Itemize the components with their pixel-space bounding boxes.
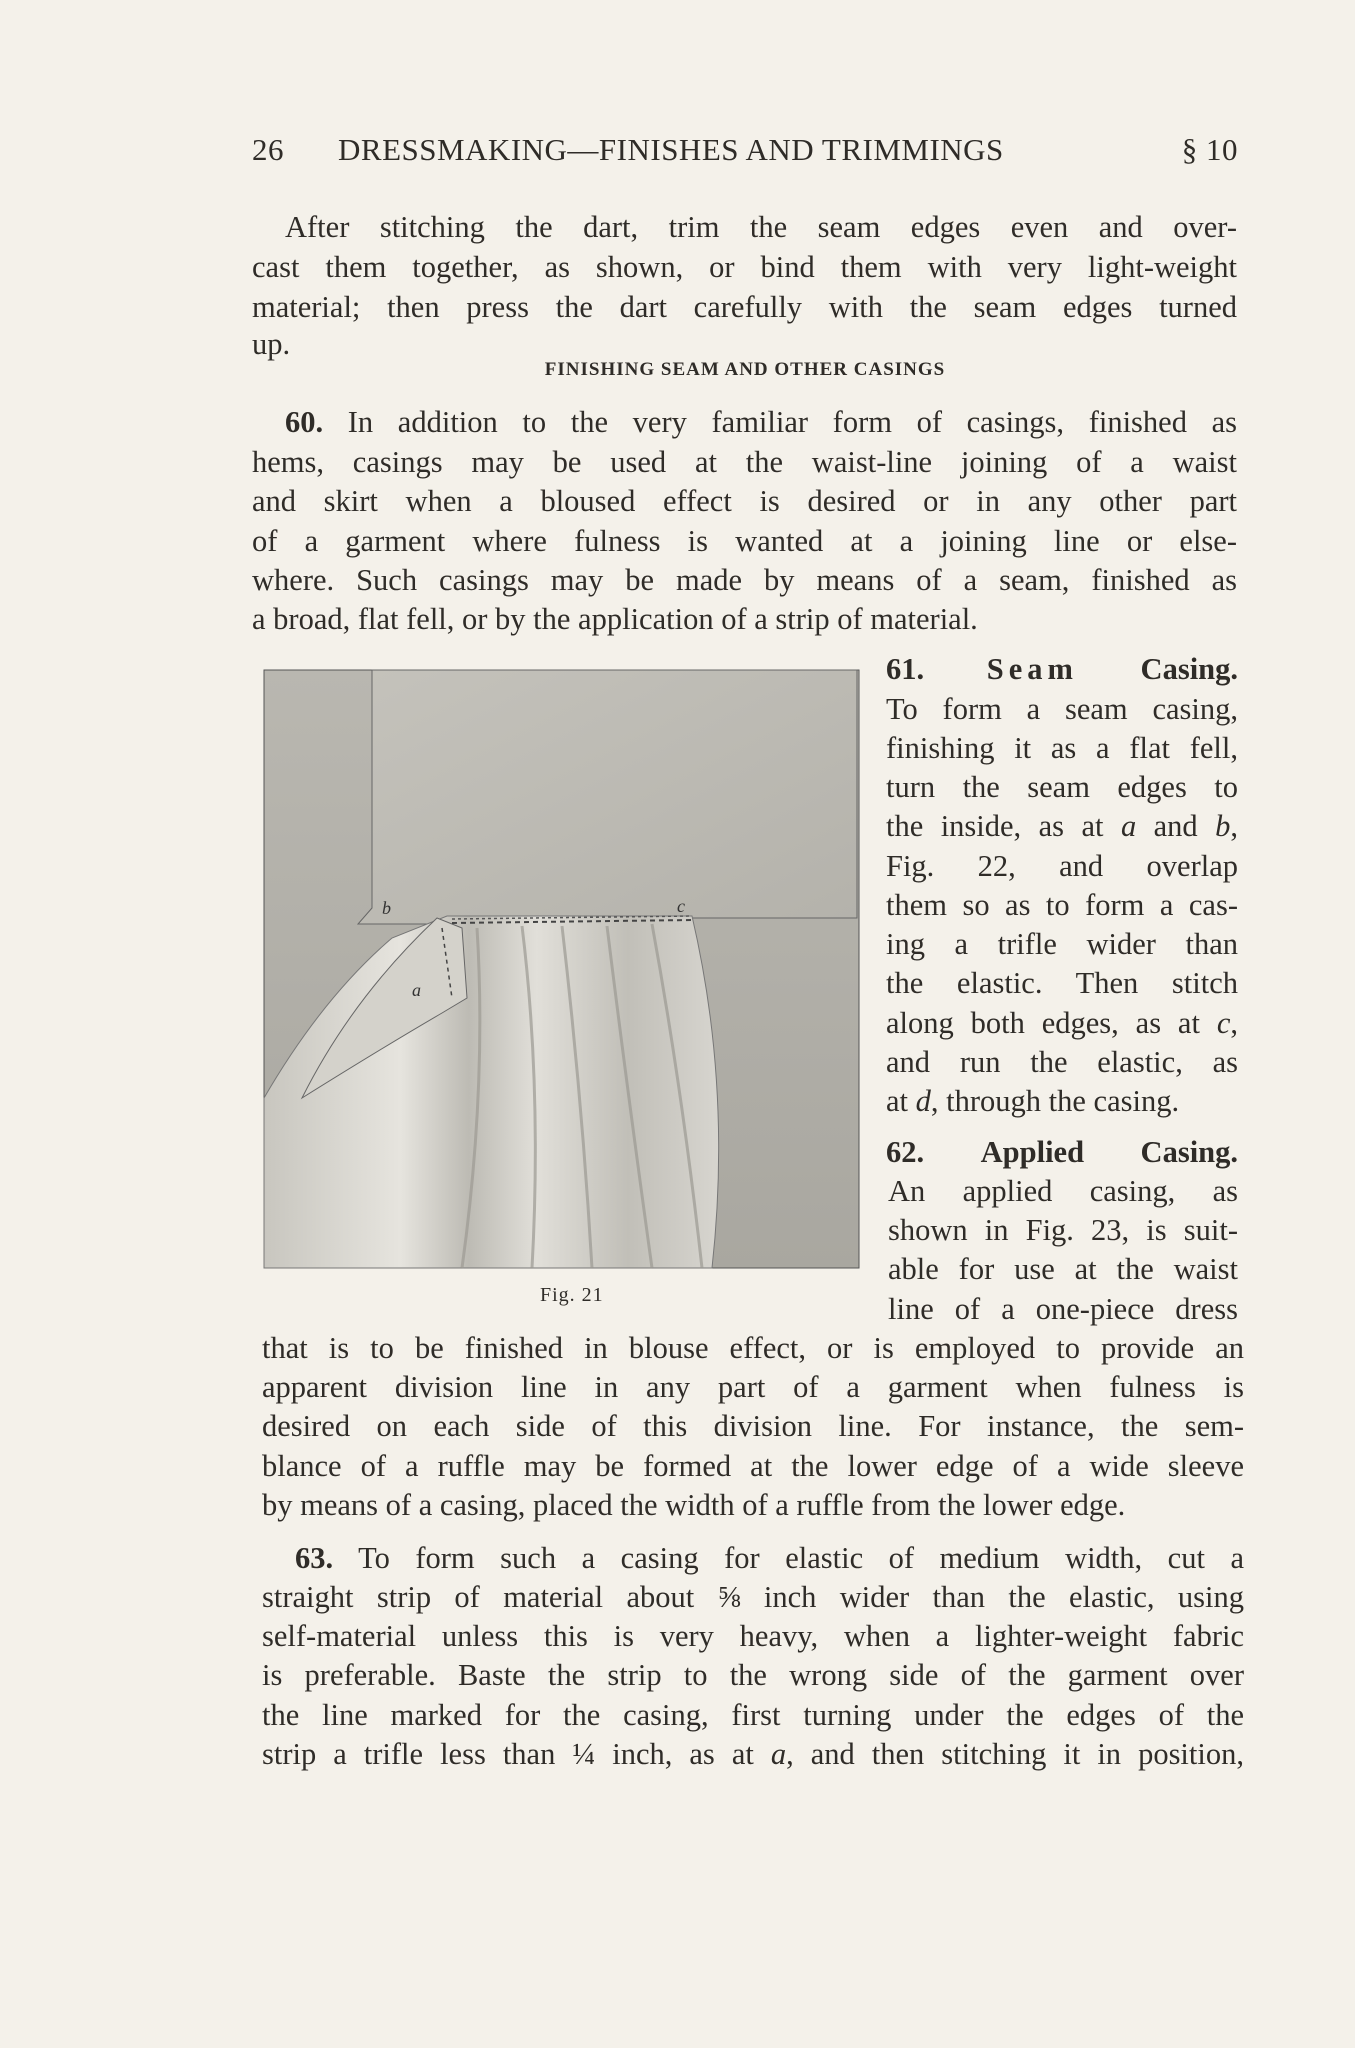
para62-number: 62. — [886, 1135, 925, 1169]
para62-line-2: An applied casing, as — [888, 1174, 1238, 1208]
figure-caption: Fig. 21 — [540, 1284, 604, 1306]
para61-line-3: finishing it as a flat fell, — [886, 731, 1238, 765]
para63-line-1: 63. To form such a casing for elastic of medium width, cut a — [295, 1541, 1244, 1575]
figure-label-c: c — [677, 896, 685, 916]
para63-line-4: is preferable. Baste the strip to the wrong side of the garment over — [262, 1658, 1244, 1692]
para61-heading-word1: Seam — [986, 652, 1078, 686]
section-heading: FINISHING SEAM AND OTHER CASINGS — [544, 359, 946, 380]
para61-line-5: the inside, as at a and b, — [886, 809, 1238, 843]
intro-line-2: cast them together, as shown, or bind them with very light-weight — [252, 250, 1237, 284]
para62-line-4: able for use at the waist — [888, 1252, 1238, 1286]
para61-line-6: Fig. 22, and overlap — [886, 849, 1238, 883]
para61-line-7: them so as to form a cas- — [886, 888, 1238, 922]
para62-line-3: shown in Fig. 23, is suit- — [888, 1213, 1238, 1247]
figure-21-illustration — [262, 668, 862, 1272]
para61-line-4: turn the seam edges to — [886, 770, 1238, 804]
figure-label-a: a — [412, 980, 421, 1000]
para61-line-8: ing a trifle wider than — [886, 927, 1238, 961]
para60-line-4: of a garment where fulness is wanted at a joining line or else- — [252, 524, 1237, 558]
intro-line-3: material; then press the dart carefully with the seam edges turned — [252, 290, 1237, 324]
para62-line-1 — [886, 1133, 1238, 1173]
para62-line-7: apparent division line in any part of a garment when fulness is — [262, 1370, 1244, 1404]
page-number: 26 — [252, 132, 284, 167]
para60-number: 60. — [285, 405, 324, 439]
running-header — [252, 132, 1238, 176]
para62-line-10: by means of a casing, placed the width of a ruffle from the lower edge. — [262, 1488, 1126, 1522]
para61-line-11: and run the elastic, as — [886, 1045, 1238, 1079]
para61-line-10: along both edges, as at c, — [886, 1006, 1238, 1040]
running-title: DRESSMAKING—FINISHES AND TRIMMINGS — [338, 132, 1004, 167]
para63-line-2: straight strip of material about ⅝ inch wider than the elastic, using — [262, 1580, 1244, 1614]
para62-line-8: desired on each side of this division line. For instance, the sem- — [262, 1409, 1244, 1443]
para61-line-9: the elastic. Then stitch — [886, 966, 1238, 1000]
intro-line-4: up. — [252, 327, 291, 361]
para63-number: 63. — [295, 1541, 334, 1575]
para63-line-6: strip a trifle less than ¼ inch, as at a, and then stitching it in position, — [262, 1737, 1244, 1771]
para60-line-3: and skirt when a bloused effect is desired or in any other part — [252, 484, 1237, 518]
para63-line-5: the line marked for the casing, first turning under the edges of the — [262, 1698, 1244, 1732]
intro-line-1: After stitching the dart, trim the seam edges even and over- — [285, 210, 1237, 244]
para60-line-6: a broad, flat fell, or by the application of a strip of material. — [252, 602, 978, 636]
para60-line-5: where. Such casings may be made by means of a seam, finished as — [252, 563, 1237, 597]
para61-line-12: at d, through the casing. — [886, 1084, 1180, 1118]
para62-line-9: blance of a ruffle may be formed at the lower edge of a wide sleeve — [262, 1449, 1244, 1483]
para63-line-3: self-material unless this is very heavy, when a lighter-weight fabric — [262, 1619, 1244, 1653]
para62-line-5: line of a one-piece dress — [888, 1292, 1238, 1326]
figure-label-b: b — [382, 898, 391, 918]
para61-heading-word2: Casing. — [1140, 652, 1239, 686]
para61-number: 61. — [886, 652, 925, 686]
para60-line-2: hems, casings may be used at the waist-line joining of a waist — [252, 445, 1237, 479]
para61-line-1 — [886, 650, 1238, 690]
para62-heading: Applied Casing. — [980, 1135, 1239, 1169]
upper-fabric — [358, 670, 857, 924]
para60-line-1: 60. In addition to the very familiar form of casings, finished as — [285, 405, 1237, 439]
para62-line-6: that is to be finished in blouse effect, or is employed to provide an — [262, 1331, 1244, 1365]
section-number: § 10 — [1181, 132, 1238, 167]
para61-line-2: To form a seam casing, — [886, 692, 1238, 726]
